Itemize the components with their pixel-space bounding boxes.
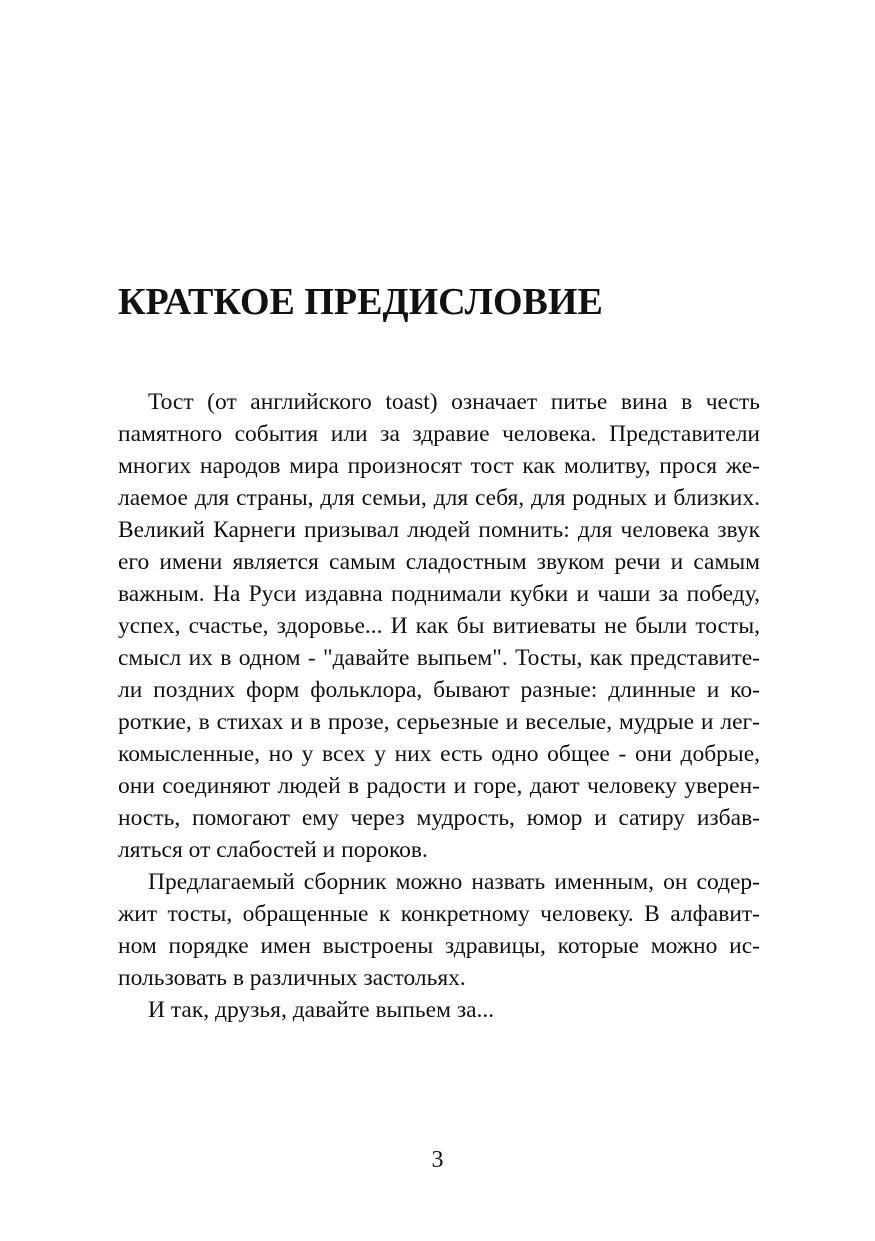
text-line: успех, счастье, здоровье... И как бы витиеваты не были тосты, [118,613,760,639]
chapter-title: КРАТКОЕ ПРЕДИСЛОВИЕ [118,281,603,323]
text-line: лаемое для страны, для семьи, для себя, для родных и близких. [118,485,760,511]
body-text [118,386,760,1026]
text-line: памятного события или за здравие человека. Представители [118,421,760,447]
text-line: ли поздних форм фольклора, бывают разные: длинные и ко- [118,677,760,703]
text-line: они соединяют людей в радости и горе, дают человеку уверен- [118,773,760,799]
text-line: смысл их в одном - "давайте выпьем". Тосты, как представите- [118,645,760,671]
text-line: жит тосты, обращенные к конкретному человеку. В алфавит- [118,901,760,927]
text-line: Тост (от английского toast) означает питье вина в честь [148,389,760,415]
text-line: Предлагаемый сборник можно назвать именным, он содер- [148,869,760,895]
text-line: ном порядке имен выстроены здравицы, которые можно ис- [118,933,760,959]
page-number: 3 [431,1147,444,1173]
text-line: комысленные, но у всех у них есть одно общее - они добрые, [118,741,760,767]
text-line: его имени является самым сладостным звуком речи и самым [118,549,760,575]
text-line: важным. На Руси издавна поднимали кубки и чаши за победу, [118,581,760,607]
text-line: ляться от слабостей и пороков. [118,837,428,863]
text-line: многих народов мира произносят тост как молитву, прося же- [118,453,760,479]
text-line: ность, помогают ему через мудрость, юмор и сатиру избав- [118,805,760,831]
text-line: пользовать в различных застольях. [118,965,466,991]
text-line: Великий Карнеги призывал людей помнить: для человека звук [118,517,760,543]
text-line: роткие, в стихах и в прозе, серьезные и веселые, мудрые и лег- [118,709,760,735]
text-line: И так, друзья, давайте выпьем за... [148,997,495,1023]
